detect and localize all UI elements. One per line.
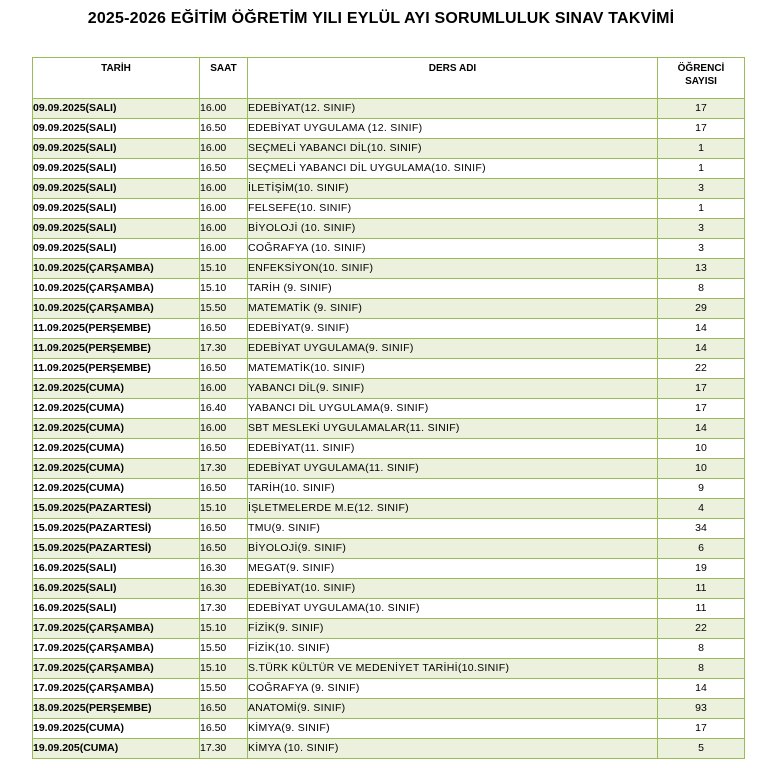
student-count-cell: 3 [658, 179, 745, 199]
date-cell: 15.09.2025(PAZARTESİ) [33, 539, 200, 559]
date-cell: 12.09.2025(CUMA) [33, 399, 200, 419]
table-row [33, 599, 745, 619]
time-cell: 16.50 [200, 159, 248, 179]
student-count-cell: 6 [658, 539, 745, 559]
course-cell: KİMYA(9. SINIF) [248, 719, 658, 739]
course-cell: EDEBİYAT(9. SINIF) [248, 319, 658, 339]
table-row [33, 519, 745, 539]
table-row [33, 339, 745, 359]
course-cell: BİYOLOJİ (10. SINIF) [248, 219, 658, 239]
table-row [33, 219, 745, 239]
date-cell: 12.09.2025(CUMA) [33, 419, 200, 439]
time-cell: 15.50 [200, 639, 248, 659]
student-count-cell: 93 [658, 699, 745, 719]
course-cell: İLETİŞİM(10. SINIF) [248, 179, 658, 199]
table-row [33, 239, 745, 259]
header-time: SAAT [200, 58, 248, 99]
course-cell: MATEMATİK(10. SINIF) [248, 359, 658, 379]
course-cell: FELSEFE(10. SINIF) [248, 199, 658, 219]
time-cell: 15.10 [200, 259, 248, 279]
student-count-cell: 8 [658, 659, 745, 679]
student-count-cell: 14 [658, 339, 745, 359]
time-cell: 15.10 [200, 499, 248, 519]
course-cell: COĞRAFYA (10. SINIF) [248, 239, 658, 259]
table-row [33, 319, 745, 339]
table-row [33, 459, 745, 479]
table-row [33, 259, 745, 279]
date-cell: 09.09.2025(SALI) [33, 199, 200, 219]
time-cell: 15.10 [200, 279, 248, 299]
table-row [33, 299, 745, 319]
course-cell: SBT MESLEKİ UYGULAMALAR(11. SINIF) [248, 419, 658, 439]
time-cell: 17.30 [200, 459, 248, 479]
student-count-cell: 3 [658, 219, 745, 239]
exam-schedule-table [32, 57, 745, 759]
time-cell: 16.00 [200, 99, 248, 119]
course-cell: EDEBİYAT(11. SINIF) [248, 439, 658, 459]
time-cell: 16.00 [200, 199, 248, 219]
student-count-cell: 11 [658, 599, 745, 619]
date-cell: 10.09.2025(ÇARŞAMBA) [33, 279, 200, 299]
time-cell: 16.00 [200, 219, 248, 239]
date-cell: 09.09.2025(SALI) [33, 139, 200, 159]
time-cell: 16.50 [200, 519, 248, 539]
time-cell: 16.50 [200, 359, 248, 379]
header-date: TARİH [33, 58, 200, 99]
table-row [33, 499, 745, 519]
course-cell: TARİH(10. SINIF) [248, 479, 658, 499]
course-cell: EDEBİYAT(10. SINIF) [248, 579, 658, 599]
date-cell: 11.09.2025(PERŞEMBE) [33, 339, 200, 359]
table-row [33, 679, 745, 699]
time-cell: 16.50 [200, 719, 248, 739]
course-cell: TARİH (9. SINIF) [248, 279, 658, 299]
course-cell: EDEBİYAT UYGULAMA(9. SINIF) [248, 339, 658, 359]
date-cell: 09.09.2025(SALI) [33, 179, 200, 199]
date-cell: 09.09.2025(SALI) [33, 99, 200, 119]
table-row [33, 539, 745, 559]
table-row [33, 359, 745, 379]
student-count-cell: 14 [658, 319, 745, 339]
student-count-cell: 22 [658, 619, 745, 639]
date-cell: 15.09.2025(PAZARTESİ) [33, 499, 200, 519]
table-row [33, 619, 745, 639]
date-cell: 09.09.2025(SALI) [33, 119, 200, 139]
student-count-cell: 34 [658, 519, 745, 539]
course-cell: İŞLETMELERDE M.E(12. SINIF) [248, 499, 658, 519]
time-cell: 16.00 [200, 179, 248, 199]
table-row [33, 139, 745, 159]
page-title: 2025-2026 EĞİTİM ÖĞRETİM YILI EYLÜL AYI SORUMLULUK SINAV TAKVİMİ [87, 10, 675, 27]
date-cell: 10.09.2025(ÇARŞAMBA) [33, 299, 200, 319]
time-cell: 17.30 [200, 739, 248, 759]
course-cell: KİMYA (10. SINIF) [248, 739, 658, 759]
student-count-cell: 17 [658, 99, 745, 119]
date-cell: 09.09.2025(SALI) [33, 159, 200, 179]
table-row [33, 479, 745, 499]
date-cell: 10.09.2025(ÇARŞAMBA) [33, 259, 200, 279]
date-cell: 16.09.2025(SALI) [33, 579, 200, 599]
student-count-cell: 3 [658, 239, 745, 259]
time-cell: 16.50 [200, 319, 248, 339]
course-cell: MEGAT(9. SINIF) [248, 559, 658, 579]
table-row [33, 719, 745, 739]
student-count-cell: 17 [658, 719, 745, 739]
course-cell: EDEBİYAT UYGULAMA(11. SINIF) [248, 459, 658, 479]
table-row [33, 279, 745, 299]
table-row [33, 119, 745, 139]
course-cell: EDEBİYAT UYGULAMA (12. SINIF) [248, 119, 658, 139]
date-cell: 09.09.2025(SALI) [33, 219, 200, 239]
table-row [33, 159, 745, 179]
student-count-cell: 1 [658, 139, 745, 159]
course-cell: S.TÜRK KÜLTÜR VE MEDENİYET TARİHİ(10.SINIF) [248, 659, 658, 679]
date-cell: 17.09.2025(ÇARŞAMBA) [33, 679, 200, 699]
time-cell: 16.50 [200, 439, 248, 459]
student-count-cell: 13 [658, 259, 745, 279]
course-cell: ENFEKSİYON(10. SINIF) [248, 259, 658, 279]
time-cell: 16.30 [200, 579, 248, 599]
course-cell: BİYOLOJİ(9. SINIF) [248, 539, 658, 559]
table-row [33, 419, 745, 439]
time-cell: 15.50 [200, 299, 248, 319]
date-cell: 16.09.2025(SALI) [33, 559, 200, 579]
table-row [33, 399, 745, 419]
date-cell: 11.09.2025(PERŞEMBE) [33, 319, 200, 339]
student-count-cell: 1 [658, 159, 745, 179]
table-row [33, 179, 745, 199]
time-cell: 16.50 [200, 119, 248, 139]
student-count-cell: 17 [658, 119, 745, 139]
course-cell: ANATOMİ(9. SINIF) [248, 699, 658, 719]
time-cell: 16.40 [200, 399, 248, 419]
table-row [33, 739, 745, 759]
time-cell: 15.10 [200, 619, 248, 639]
time-cell: 16.00 [200, 239, 248, 259]
student-count-cell: 10 [658, 439, 745, 459]
student-count-cell: 17 [658, 399, 745, 419]
table-header-row [33, 58, 745, 99]
date-cell: 12.09.2025(CUMA) [33, 479, 200, 499]
course-cell: TMU(9. SINIF) [248, 519, 658, 539]
date-cell: 19.09.2025(CUMA) [33, 719, 200, 739]
time-cell: 16.30 [200, 559, 248, 579]
date-cell: 12.09.2025(CUMA) [33, 379, 200, 399]
course-cell: EDEBİYAT UYGULAMA(10. SINIF) [248, 599, 658, 619]
header-student-count [658, 58, 745, 99]
table-row [33, 199, 745, 219]
header-count-line2: SAYISI [685, 76, 717, 87]
student-count-cell: 14 [658, 679, 745, 699]
date-cell: 17.09.2025(ÇARŞAMBA) [33, 619, 200, 639]
date-cell: 09.09.2025(SALI) [33, 239, 200, 259]
time-cell: 16.00 [200, 139, 248, 159]
date-cell: 11.09.2025(PERŞEMBE) [33, 359, 200, 379]
table-row [33, 659, 745, 679]
table-row [33, 579, 745, 599]
time-cell: 16.50 [200, 539, 248, 559]
course-cell: MATEMATİK (9. SINIF) [248, 299, 658, 319]
table-row [33, 99, 745, 119]
header-course: DERS ADI [248, 58, 658, 99]
student-count-cell: 1 [658, 199, 745, 219]
student-count-cell: 8 [658, 639, 745, 659]
course-cell: EDEBİYAT(12. SINIF) [248, 99, 658, 119]
student-count-cell: 22 [658, 359, 745, 379]
date-cell: 17.09.2025(ÇARŞAMBA) [33, 659, 200, 679]
table-row [33, 379, 745, 399]
student-count-cell: 10 [658, 459, 745, 479]
course-cell: YABANCI DİL(9. SINIF) [248, 379, 658, 399]
student-count-cell: 4 [658, 499, 745, 519]
table-row [33, 559, 745, 579]
table-row [33, 639, 745, 659]
student-count-cell: 19 [658, 559, 745, 579]
table-row [33, 699, 745, 719]
date-cell: 12.09.2025(CUMA) [33, 439, 200, 459]
time-cell: 16.00 [200, 419, 248, 439]
course-cell: COĞRAFYA (9. SINIF) [248, 679, 658, 699]
student-count-cell: 9 [658, 479, 745, 499]
date-cell: 16.09.2025(SALI) [33, 599, 200, 619]
time-cell: 16.50 [200, 699, 248, 719]
table-row [33, 439, 745, 459]
course-cell: SEÇMELİ YABANCI DİL(10. SINIF) [248, 139, 658, 159]
time-cell: 16.00 [200, 379, 248, 399]
date-cell: 19.09.205(CUMA) [33, 739, 200, 759]
header-count-line1: ÖĞRENCİ [677, 63, 725, 74]
student-count-cell: 29 [658, 299, 745, 319]
student-count-cell: 11 [658, 579, 745, 599]
student-count-cell: 14 [658, 419, 745, 439]
student-count-cell: 8 [658, 279, 745, 299]
date-cell: 12.09.2025(CUMA) [33, 459, 200, 479]
time-cell: 17.30 [200, 339, 248, 359]
date-cell: 17.09.2025(ÇARŞAMBA) [33, 639, 200, 659]
date-cell: 15.09.2025(PAZARTESİ) [33, 519, 200, 539]
course-cell: FİZİK(10. SINIF) [248, 639, 658, 659]
student-count-cell: 5 [658, 739, 745, 759]
course-cell: FİZİK(9. SINIF) [248, 619, 658, 639]
student-count-cell: 17 [658, 379, 745, 399]
time-cell: 17.30 [200, 599, 248, 619]
course-cell: SEÇMELİ YABANCI DİL UYGULAMA(10. SINIF) [248, 159, 658, 179]
time-cell: 15.10 [200, 659, 248, 679]
time-cell: 16.50 [200, 479, 248, 499]
course-cell: YABANCI DİL UYGULAMA(9. SINIF) [248, 399, 658, 419]
date-cell: 18.09.2025(PERŞEMBE) [33, 699, 200, 719]
time-cell: 15.50 [200, 679, 248, 699]
